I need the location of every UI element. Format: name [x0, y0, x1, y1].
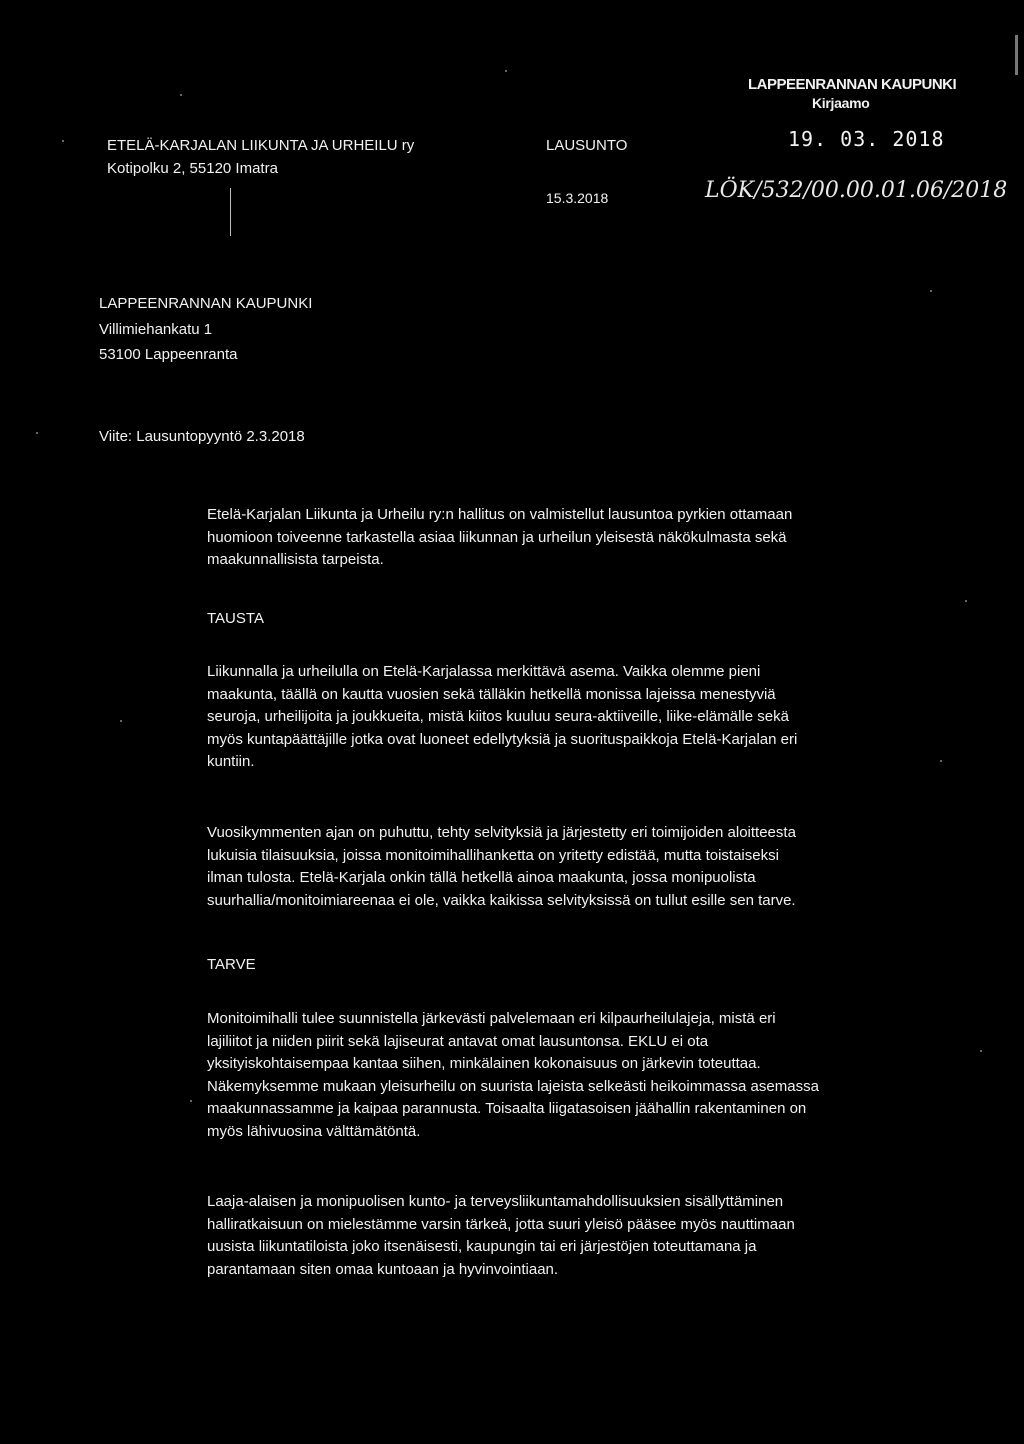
- text-line: seuroja, urheilijoita ja joukkueita, mistä kiitos kuuluu seura-aktiiveille, liike-elämälle sekä: [207, 708, 789, 726]
- text-line: Liikunnalla ja urheilulla on Etelä-Karjalassa merkittävä asema. Vaikka olemme pieni: [207, 663, 761, 680]
- scan-speck: [940, 760, 942, 762]
- text-line: Laaja-alaisen ja monipuolisen kunto- ja terveysliikuntamahdollisuuksien sisällyttäminen: [207, 1193, 784, 1210]
- text-line: Vuosikymmenten ajan on puhuttu, tehty selvityksiä ja järjestetty eri toimijoiden aloitteesta: [207, 824, 796, 841]
- tausta-paragraph-2: [207, 822, 907, 912]
- scan-speck: [930, 290, 932, 292]
- text-line: suurhalliа/monitoimiareenaa ei ole, vaikka kaikissa selvityksissä on tullut esille sen tarve.: [207, 891, 796, 909]
- scan-speck: [120, 720, 122, 722]
- text-line: Etelä-Karjalan Liikunta ja Urheilu ry:n hallitus on valmistellut lausuntoa pyrkien ottamaan: [207, 506, 793, 523]
- text-line: lukuisia tilaisuuksia, joissa monitoimihallihanketta on yritetty edistää, mutta toistaiseksi: [207, 846, 779, 864]
- text-line: myös kuntapäättäjille jotka ovat luoneet edellytyksiä ja suorituspaikkoja Etelä-Karjalan eri: [207, 730, 798, 748]
- text-line: parantamaan siten omaa kuntoaan ja hyvinvointiaan.: [207, 1260, 559, 1278]
- recipient-street: Villimiehankatu 1: [99, 321, 213, 338]
- text-line: ilman tulosta. Etelä-Karjala onkin tällä hetkellä ainoa maakunta, jossa monipuolista: [207, 869, 756, 887]
- scan-speck: [36, 432, 38, 434]
- tarve-paragraph-1: [207, 1008, 907, 1144]
- stamp-organization: LAPPEENRANNAN KAUPUNKI: [748, 76, 957, 93]
- handwritten-reference: LÖK/532/00.00.01.06/2018: [705, 178, 1008, 203]
- reference-line: Viite: Lausuntopyyntö 2.3.2018: [99, 428, 305, 445]
- section-heading-tausta: TAUSTA: [207, 610, 264, 627]
- text-line: yksityiskohtaisempaa kantaa siihen, minkälainen kokonaisuus on järkevin toteuttaa.: [207, 1055, 761, 1073]
- tarve-paragraph-2: [207, 1191, 907, 1281]
- text-line: Näkemyksemme mukaan yleisurheilu on suurista lajeista selkeästi heikoimmassa asemassa: [207, 1077, 819, 1095]
- text-line: myös lähivuosina välttämätöntä.: [207, 1122, 421, 1140]
- sender-name: ETELÄ-KARJALAN LIIKUNTA JA URHEILU ry: [107, 137, 415, 154]
- section-heading-tarve: TARVE: [207, 956, 256, 973]
- text-line: halliratkaisuun on mielestämme varsin tärkeä, jotta suuri yleisö pääsee myös nauttimaan: [207, 1215, 795, 1233]
- stamp-date: 19. 03. 2018: [788, 127, 945, 151]
- text-line: huomioon toiveenne tarkastella asiaa liikunnan ja urheilun yleisestä näkökulmasta sekä: [207, 528, 787, 546]
- tausta-paragraph-1: [207, 661, 907, 774]
- text-line: Monitoimihalli tulee suunnistella järkevästi palvelemaan eri kilpaurheilulajeja, mistä eri: [207, 1010, 776, 1027]
- scan-speck: [180, 94, 182, 96]
- text-line: lajiliitot ja niiden piirit sekä lajiseurat antavat omat lausuntonsa. EKLU ei ota: [207, 1032, 709, 1050]
- text-line: maakunnallisista tarpeista.: [207, 551, 384, 569]
- recipient-name: LAPPEENRANNAN KAUPUNKI: [99, 295, 313, 312]
- text-line: kuntiin.: [207, 753, 255, 771]
- stamp-department: Kirjaamo: [812, 95, 870, 111]
- margin-line: [230, 188, 231, 236]
- scan-speck: [62, 140, 64, 142]
- scan-speck: [505, 70, 507, 72]
- document-type: LAUSUNTO: [546, 137, 628, 154]
- text-line: maakunnassamme ja kaipaa parannusta. Toisaalta liigatasoisen jäähallin rakentaminen on: [207, 1100, 807, 1118]
- intro-paragraph: [207, 504, 907, 572]
- text-line: maakunta, täällä on kautta vuosien sekä tälläkin hetkellä monissa lajeissa menestyviä: [207, 685, 776, 703]
- sender-address: Kotipolku 2, 55120 Imatra: [107, 160, 278, 177]
- document-date: 15.3.2018: [546, 190, 609, 206]
- scan-speck: [965, 600, 967, 602]
- recipient-city: 53100 Lappeenranta: [99, 346, 238, 363]
- scan-edge-mark: [1015, 35, 1018, 75]
- text-line: uusista liikuntatiloista joko itsenäisesti, kaupungin tai eri järjestöjen toteuttamana ja: [207, 1238, 757, 1256]
- scan-speck: [980, 1050, 982, 1052]
- scan-speck: [190, 1100, 192, 1102]
